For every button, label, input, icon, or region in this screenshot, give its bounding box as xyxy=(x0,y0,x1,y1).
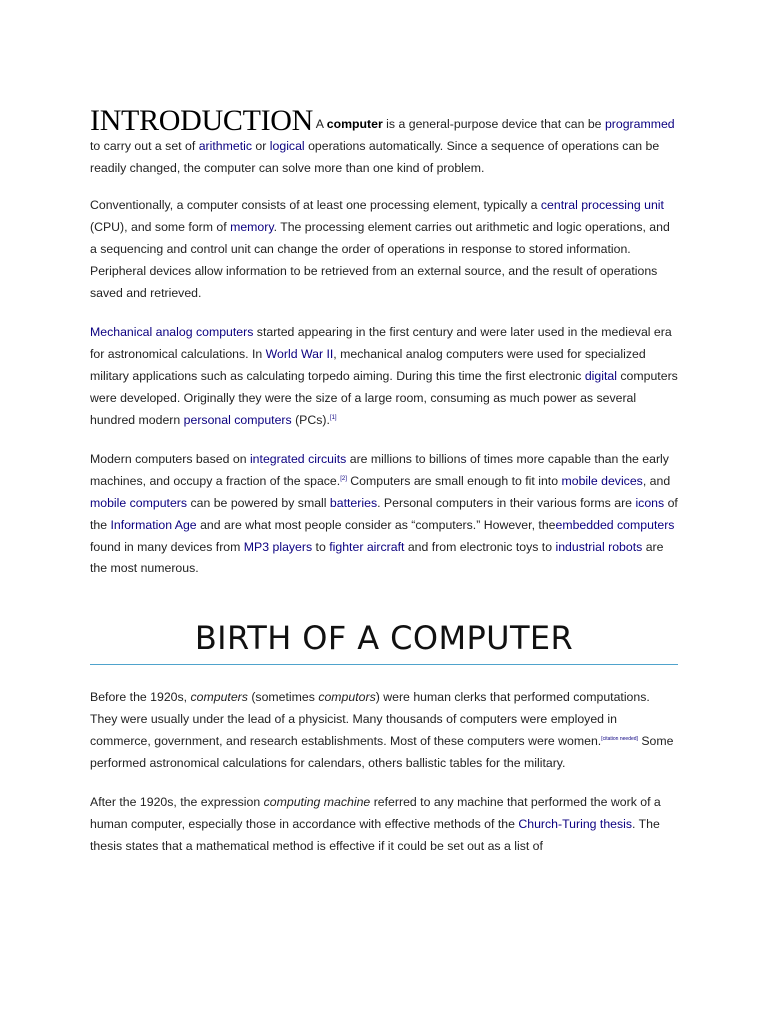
link-information-age[interactable]: Information Age xyxy=(110,517,197,532)
reference-1[interactable]: [1] xyxy=(329,414,337,421)
birth-heading-text: BIRTH OF A COMPUTER xyxy=(194,619,574,658)
link-programmed[interactable]: programmed xyxy=(604,117,675,131)
document-page xyxy=(90,104,678,858)
conventional-paragraph: Conventionally, a computer consists of at least one processing element, typically a central processing unit (CPU), and some form of memory. The processing element carries out arithmetic and logic operations, and a sequencing and control unit can change the order of operations in response to stored information. Peripheral devices allow information to be retrieved from an external source, and the result of operations saved and retrieved. xyxy=(90,198,670,300)
link-batteries[interactable]: batteries xyxy=(329,495,378,510)
link-mobile-computers[interactable]: mobile computers xyxy=(90,495,188,510)
link-embedded-computers[interactable]: embedded computers xyxy=(555,517,675,532)
link-world-war-ii[interactable]: World War II xyxy=(265,347,334,362)
intro-paragraph: INTRODUCTION A computer is a general-purpose device that can be programmed to carry out a set of arithmetic or logical operations automatically. Since a sequence of operations can be readily changed, the computer can solve more than one kind of problem. xyxy=(90,104,675,175)
modern-paragraph: Modern computers based on integrated circuits are millions to billions of times more capable than the early machines, and occupy a fraction of the space.[2] Computers are small enough to fit into mobile devices, and mobile computers can be powered by small batteries. Personal computers in their various forms are icons of the Information Age and are what most people consider as “computers.” However, theembedded computers found in many devices from MP3 players to fighter aircraft and from electronic toys to industrial robots are the most numerous. xyxy=(90,452,678,576)
link-logical[interactable]: logical xyxy=(269,138,305,153)
intro-heading: INTRODUCTION xyxy=(90,104,314,137)
term-computing-machine: computing machine xyxy=(263,795,371,810)
term-computer: computer xyxy=(326,117,383,131)
link-memory[interactable]: memory xyxy=(230,220,274,235)
citation-needed[interactable]: [citation needed] xyxy=(601,735,638,742)
term-computors: computors xyxy=(318,690,376,705)
reference-2[interactable]: [2] xyxy=(340,476,347,483)
link-icons[interactable]: icons xyxy=(635,495,665,510)
link-mp3-players[interactable]: MP3 players xyxy=(243,539,313,554)
link-arithmetic[interactable]: arithmetic xyxy=(198,138,252,153)
before-1920s-paragraph: Before the 1920s, computers (sometimes computors) were human clerks that performed computations. They were usually under the lead of a physicist. Many thousands of computers were employed in commerce, government, and research establishments. Most of these computers were women.[citation needed] Some performed astronomical calculations for calendars, others ballistic tables for the military. xyxy=(90,690,674,770)
link-fighter-aircraft[interactable]: fighter aircraft xyxy=(329,539,405,554)
link-mobile-devices[interactable]: mobile devices xyxy=(561,474,643,489)
link-central-processing-unit[interactable]: central processing unit xyxy=(540,198,664,213)
link-integrated-circuits[interactable]: integrated circuits xyxy=(249,452,347,467)
link-church-turing-thesis[interactable]: Church-Turing thesis xyxy=(518,817,633,832)
link-digital[interactable]: digital xyxy=(584,368,617,383)
section-heading-birth xyxy=(90,618,678,665)
mechanical-paragraph: Mechanical analog computers started appearing in the first century and were later used in the medieval era for astronomical calculations. In World War II, mechanical analog computers were used for specialized military applications such as calculating torpedo aiming. During this time the first electronic digital computers were developed. Originally they were the size of a large room, consuming as much power as several hundred modern personal computers (PCs).[1] xyxy=(90,325,678,427)
link-personal-computers[interactable]: personal computers xyxy=(183,412,292,427)
link-mechanical-analog-computers[interactable]: Mechanical analog computers xyxy=(90,325,254,340)
after-1920s-paragraph: After the 1920s, the expression computing machine referred to any machine that performed the work of a human computer, especially those in accordance with effective methods of the Church-Turing thesis. The thesis states that a mathematical method is effective if it could be set out as a list of xyxy=(90,795,661,853)
term-computers: computers xyxy=(190,690,248,705)
link-industrial-robots[interactable]: industrial robots xyxy=(555,539,643,554)
